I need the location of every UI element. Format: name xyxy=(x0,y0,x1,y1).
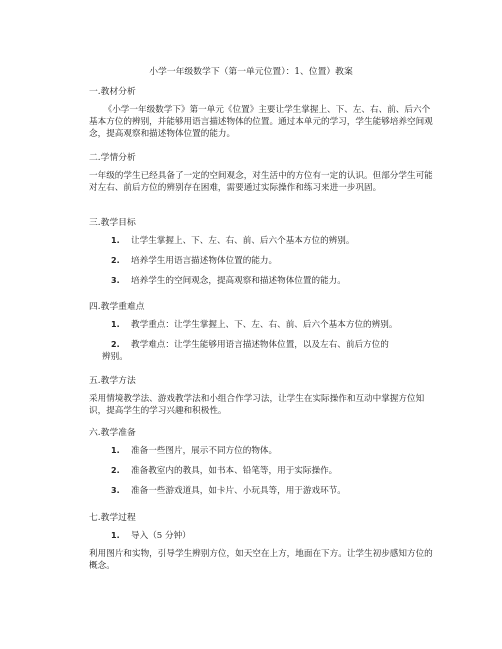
section-paragraph: 利用图片和实物，引导学生辨别方位，如天空在上方，地面在下方。让学生初步感知方位的概念。 xyxy=(89,549,433,572)
list-number: 2. xyxy=(111,466,120,476)
list-text: 教学难点：让学生能够用语言描述物体位置，以及左右、前后方位的 xyxy=(131,340,389,351)
section-paragraph: 《小学一年级数学下》第一单元《位置》主要让学生掌握上、下、左、右、前、后六个基本方位的辨别，并能够用语言描述物体的位置。通过本单元的学习，学生能够培养空间观念，提高观察和描述物体位置的能力。 xyxy=(89,105,433,140)
list-number: 2. xyxy=(111,256,120,266)
list-item-continuation xyxy=(89,351,434,363)
section-teaching-process xyxy=(89,512,434,573)
list-number: 3. xyxy=(111,276,120,286)
list-text: 让学生掌握上、下、左、右、前、后六个基本方位的辨别。 xyxy=(131,236,355,246)
section-heading: 三.教学目标 xyxy=(89,218,136,228)
section-teaching-methods xyxy=(89,375,434,417)
list-item xyxy=(89,319,434,331)
list-number: 1. xyxy=(111,236,120,245)
list-item xyxy=(89,275,434,287)
section-paragraph: 一年级的学生已经具备了一定的空间观念，对生活中的方位有一定的认识。但部分学生可能对左右、前后方位的辨别存在困难，需要通过实际操作和练习来进一步巩固。 xyxy=(89,171,433,194)
list-item xyxy=(89,255,434,267)
list-number: 1. xyxy=(111,446,120,455)
section-teaching-preparation xyxy=(89,427,434,498)
section-heading: 一.教材分析 xyxy=(89,87,136,97)
section-heading: 六.教学准备 xyxy=(89,428,136,438)
list-item xyxy=(89,530,434,542)
section-teaching-goals xyxy=(89,217,434,288)
list-text: 辨别。 xyxy=(102,352,128,363)
list-text: 培养学生用语言描述物体位置的能力。 xyxy=(131,256,278,267)
section-student-analysis xyxy=(89,152,434,194)
list-text: 准备一些游戏道具，如卡片、小玩具等，用于游戏环节。 xyxy=(131,486,346,497)
section-heading: 五.教学方法 xyxy=(89,376,136,386)
list-number: 2. xyxy=(111,340,120,350)
list-number: 3. xyxy=(111,486,120,496)
list-item xyxy=(89,465,434,477)
list-item xyxy=(89,485,434,497)
list-number: 1. xyxy=(111,531,120,540)
list-text: 培养学生的空间观念，提高观察和描述物体位置的能力。 xyxy=(131,276,346,287)
list-text: 导入（5 分钟） xyxy=(131,531,191,541)
list-number: 1. xyxy=(111,320,120,329)
section-teaching-material-analysis xyxy=(89,86,434,141)
list-item xyxy=(89,445,434,457)
list-item xyxy=(89,235,434,247)
section-paragraph: 采用情境教学法、游戏教学法和小组合作学习法，让学生在实际操作和互动中掌握方位知识，提高学生的学习兴趣和积极性。 xyxy=(89,394,425,417)
section-heading: 四.教学重难点 xyxy=(89,302,145,312)
list-item xyxy=(89,339,434,351)
list-text: 准备教室内的教具，如书本、铅笔等，用于实际操作。 xyxy=(131,466,338,477)
section-key-points xyxy=(89,301,434,364)
list-text: 教学重点：让学生掌握上、下、左、右、前、后六个基本方位的辨别。 xyxy=(131,320,398,330)
list-text: 准备一些图片，展示不同方位的物体。 xyxy=(131,446,278,456)
document-title: 小学一年级数学下（第一单元位置）：1、位置）教案 xyxy=(149,67,353,77)
section-heading: 二.学情分析 xyxy=(89,153,136,163)
section-heading: 七.教学过程 xyxy=(89,513,136,523)
